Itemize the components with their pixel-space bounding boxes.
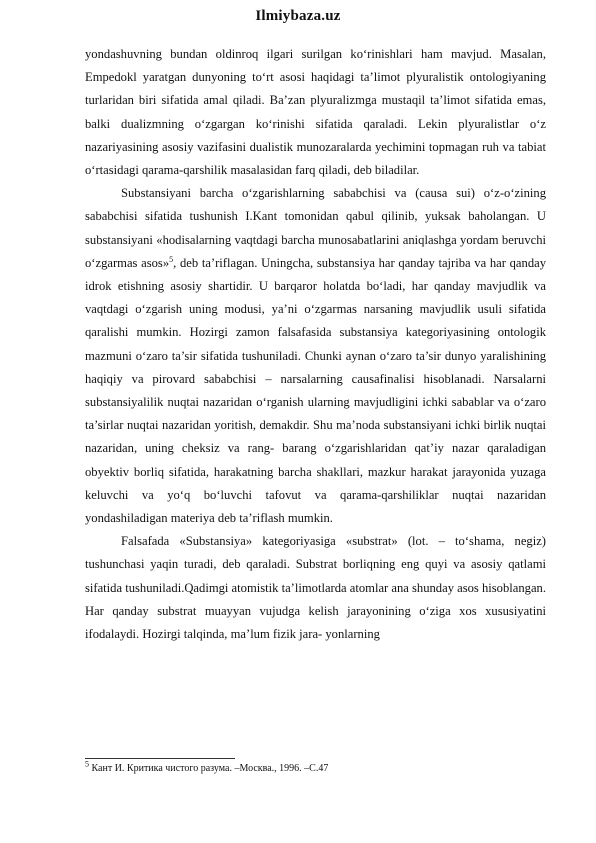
footnote-text: Кант И. Критика чистого разума. –Москва., 1996. –С.47 (89, 763, 329, 774)
footnote-reference[interactable]: 5 (169, 254, 174, 264)
substance-text-end: , deb ta’riflagan. Uningcha, substansiya har qanday tajriba va har qanday idrok etishning asosiy shartidir. U barqaror holatda bo‘ladi, har qanday mavjudlik va vaqtdagi o‘zgarish uning modusi, ya’ni o‘zgarmas narsaning mavjudlik usuli sifatida qaralishi mumkin. Hozirgi zamon falsafasida substansiya kategoriyasining ontologik mazmuni o‘zaro ta’sir sifatida tushuniladi. Chunki aynan o‘zaro ta’sir dunyo yaralishining haqiqiy va pirovard sababchisi – narsalarning causafinalisi hisoblanadi. Narsalarni substansiyalilik nuqtai nazaridan o‘rganish ularning mavjudligini ichki sabablar va o‘zaro ta’sirlar nuqtai nazaridan yoritish, demakdir. Shu ma’noda substansiyani ichki birlik nuqtai nazaridan, uning cheksiz va rang- barang o‘zgarishlaridan qat’iy nazar qaraladigan obyektiv borliq sifatida, harakatning barcha shakllari, mazkur harakat jarayonida yuzaga keluvchi va yo‘q bo‘luvchi tafovut va qarama-qarshiliklar nuqtai nazaridan yondashiladigan materiya deb ta’riflash mumkin. (85, 255, 546, 526)
document-body (85, 43, 546, 646)
paragraph-substance (85, 182, 546, 530)
site-header: Ilmiybaza.uz (255, 8, 341, 24)
footnote-marker: 5 (85, 759, 89, 769)
substance-text-start: Substansiyani barcha o‘zgarishlarning sababchisi va (causa sui) o‘z-o‘zining sababchisi sifatida tushunish I.Kant tomonidan qabul qilinib, yuksak baholangan. U substansiyani «hodisalarning vaqtdagi barcha munosabatlarini aniqlashga yordam beruvchi o‘zgarmas asos» (85, 186, 546, 270)
paragraph-substrate: Falsafada «Substansiya» kategoriyasiga «substrat» (lot. – to‘shama, negiz) tushunchasi yaqin turadi, deb qaraladi. Substrat borliqning eng quyi va asosiy qatlami sifatida tushuniladi.Qadimgi atomistik ta’limotlarda atomlar ana shunday asos hisoblangan. Har qanday substrat muayyan vujudga kelish jarayonining o‘ziga xos xususiyatini ifodalaydi. Hozirgi talqinda, ma’lum fizik jara- yonlarning (85, 534, 546, 642)
footnote (85, 759, 546, 776)
paragraph-pluralism: yondashuvning bundan oldinroq ilgari surilgan ko‘rinishlari ham mavjud. Masalan, Empedokl yaratgan dunyoning to‘rt asosi haqidagi ta’limot plyuralistik ontologiyaning turlaridan biri sifatida amal qiladi. Ba’zan plyuralizmga mustaqil ta’limot sifatida emas, balki dualizmning o‘zgargan ko‘rinishi sifatida qaraladi. Lekin plyuralistlar o‘z nazariyasining asosiy vazifasini dualistik munozaralarda yechimini topmagan ruh va tabiat o‘rtasidagi qarama-qarshilik masalasidan farq qiladi, deb biladilar. (85, 47, 546, 178)
footnote-divider (85, 758, 235, 759)
